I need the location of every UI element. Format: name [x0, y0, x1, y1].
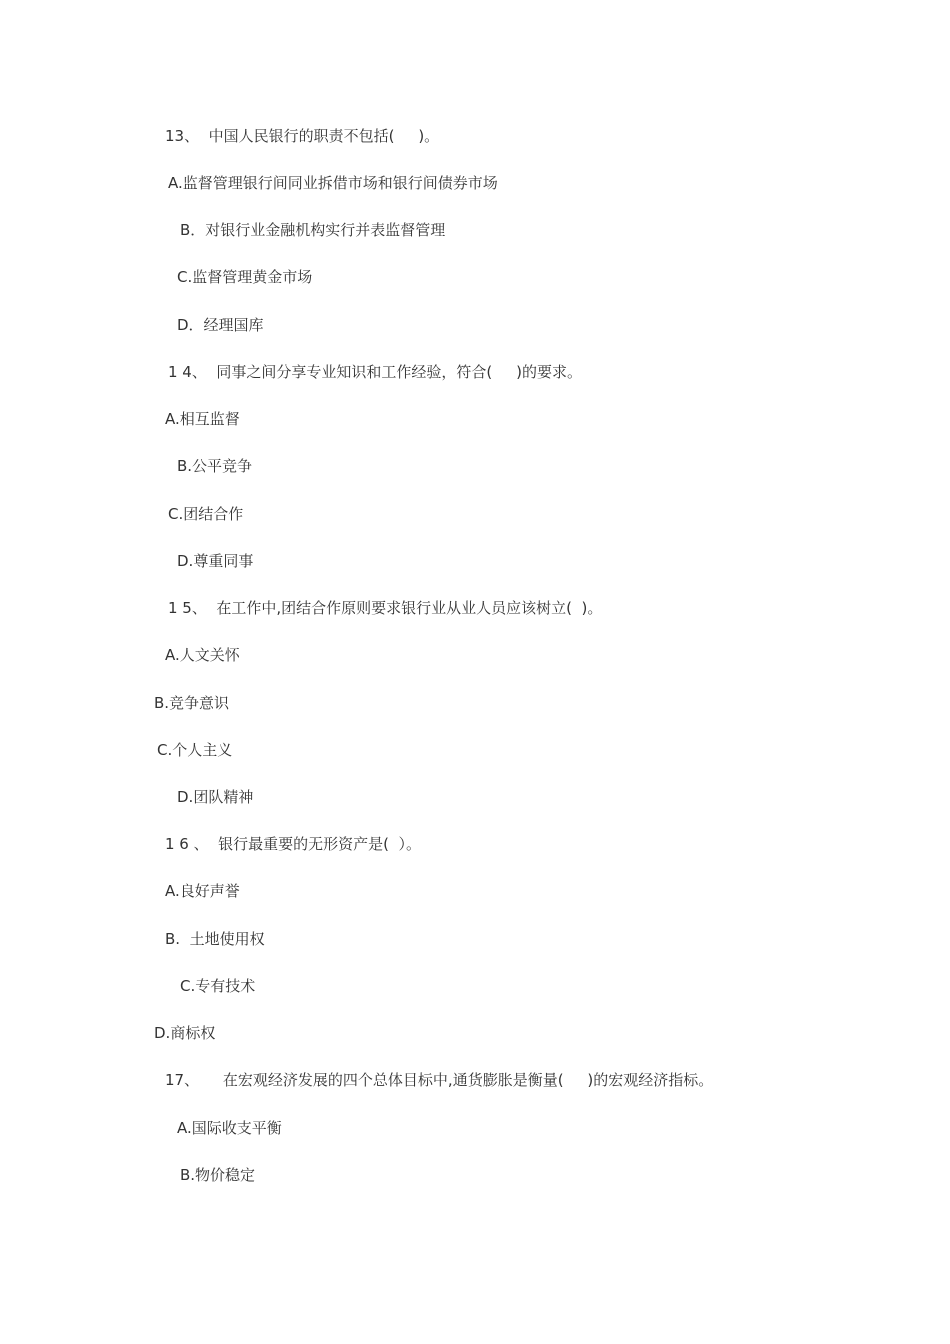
question-13-stem: 13、 中国人民银行的职责不包括( )。	[165, 127, 440, 145]
question-17-stem: 17、 在宏观经济发展的四个总体目标中,通货膨胀是衡量( )的宏观经济指标。	[165, 1071, 714, 1089]
question-17-option-a: A.国际收支平衡	[177, 1119, 282, 1137]
question-13-option-b: B．对银行业金融机构实行并表监督管理	[180, 221, 446, 239]
question-14-stem: 1 4、 同事之间分享专业知识和工作经验，符合( )的要求。	[168, 363, 582, 381]
question-16-option-d: D.商标权	[154, 1024, 216, 1042]
question-16-option-a: A.良好声誉	[165, 882, 240, 900]
question-16-option-b: B. 土地使用权	[165, 930, 265, 948]
question-16-option-c: C.专有技术	[180, 977, 256, 995]
question-15-option-a: A.人文关怀	[165, 646, 240, 664]
question-15-option-d: D.团队精神	[177, 788, 254, 806]
question-15-option-b: B.竞争意识	[154, 694, 230, 712]
question-14-option-c: C.团结合作	[168, 505, 244, 523]
question-14-option-b: B.公平竞争	[177, 457, 253, 475]
question-15-stem: 1 5、 在工作中,团结合作原则要求银行业从业人员应该树立( )。	[168, 599, 603, 617]
question-16-stem: 1 6 、 银行最重要的无形资产是( ）。	[165, 835, 422, 853]
question-13-option-d: D．经理国库	[177, 316, 264, 334]
question-13-option-c: C.监督管理黄金市场	[177, 268, 313, 286]
question-15-option-c: C.个人主义	[157, 741, 233, 759]
question-14-option-a: A.相互监督	[165, 410, 240, 428]
question-17-option-b: B.物价稳定	[180, 1166, 256, 1184]
question-14-option-d: D.尊重同事	[177, 552, 254, 570]
question-13-option-a: A.监督管理银行间同业拆借市场和银行间债券市场	[168, 174, 498, 192]
